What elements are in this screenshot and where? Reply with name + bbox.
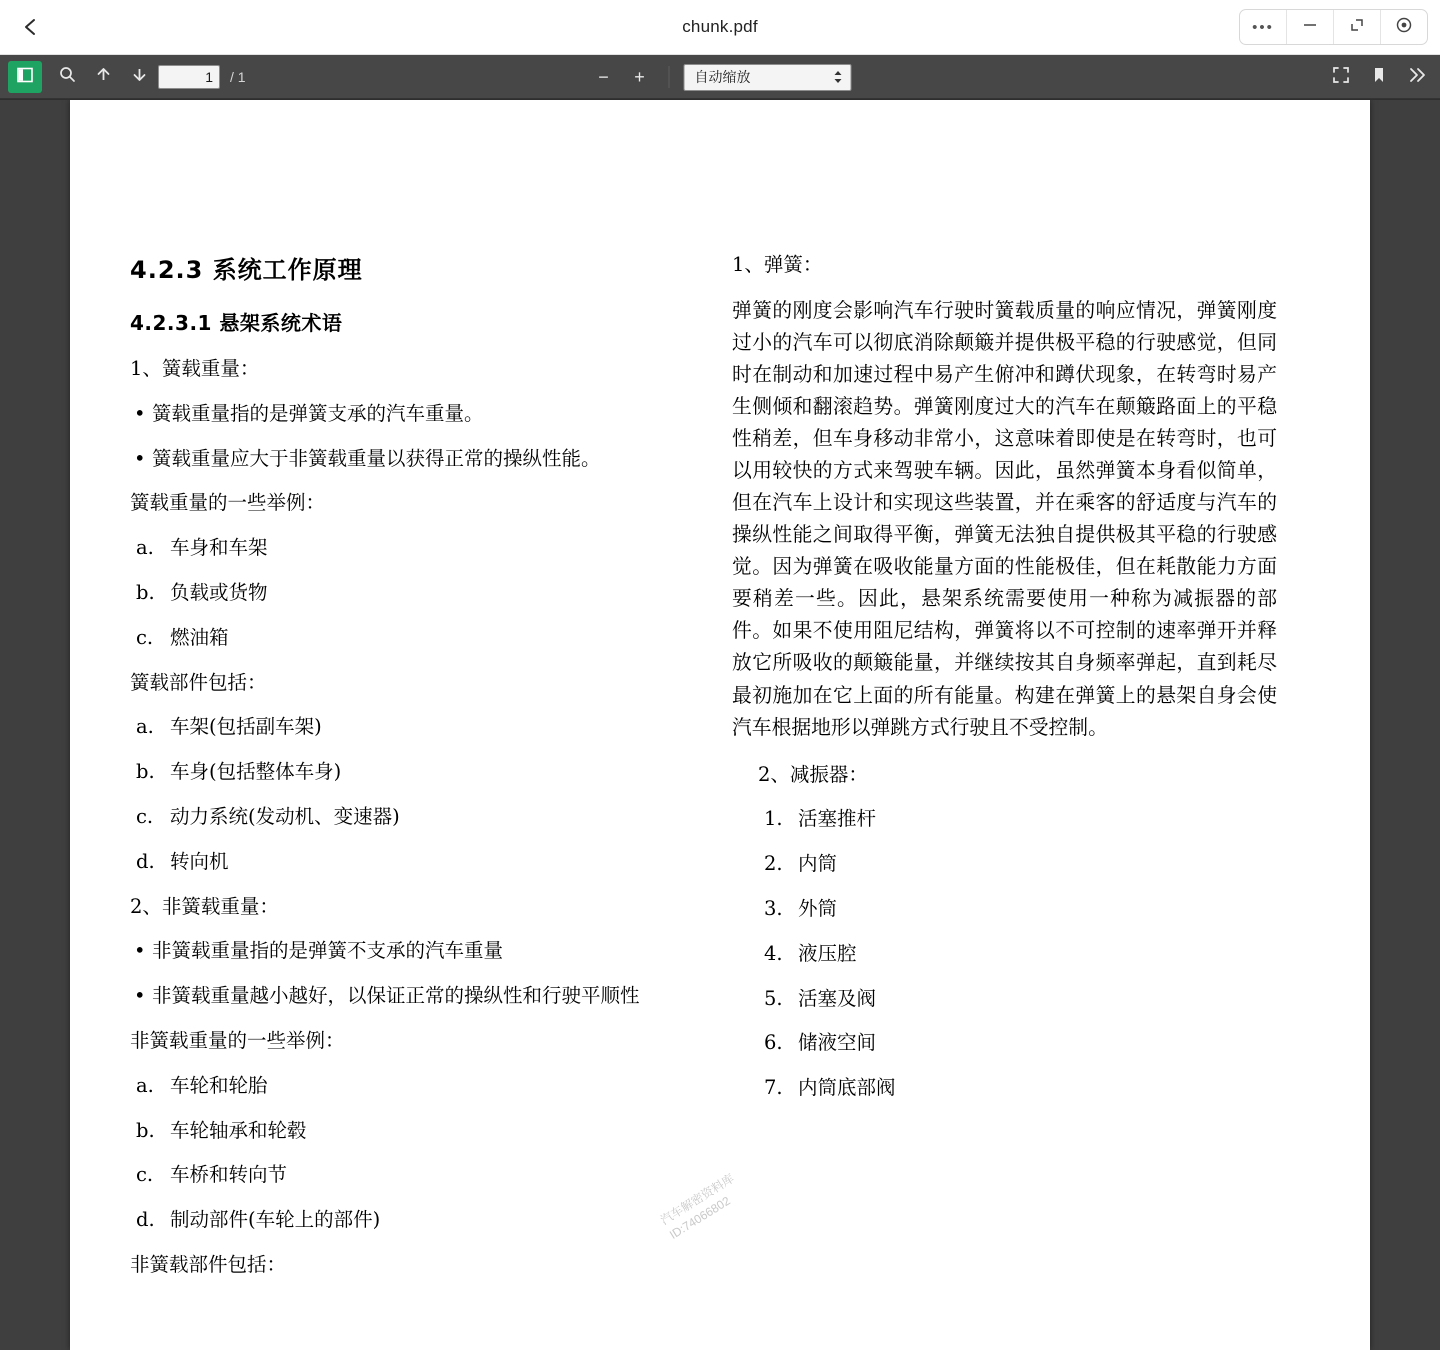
list-text: 车桥和转向节 (170, 1163, 288, 1187)
bookmark-button[interactable] (1362, 61, 1396, 93)
list-item (130, 1160, 670, 1191)
list-marker: 2. (764, 852, 783, 876)
minimize-button[interactable] (1287, 10, 1334, 44)
close-icon (1395, 16, 1413, 39)
list-marker: 5. (764, 986, 783, 1010)
chevron-updown-icon (834, 70, 843, 84)
window-title: chunk.pdf (682, 17, 758, 36)
find-button[interactable] (50, 61, 84, 93)
list-item (758, 1073, 1277, 1104)
page-column-left (130, 250, 670, 1295)
list-item (130, 847, 670, 878)
sidebar-toggle-button[interactable] (8, 61, 42, 93)
list-text: 内筒 (798, 852, 838, 876)
paragraph: 2、减振器： (758, 762, 868, 786)
list-text: 燃油箱 (170, 625, 229, 649)
more-options-button[interactable] (1240, 10, 1287, 44)
pdf-page (70, 100, 1370, 1350)
paragraph: 非簧载部件包括： (130, 1252, 287, 1276)
list-item (758, 894, 1277, 925)
list-item (130, 1116, 670, 1147)
list-item (130, 757, 670, 788)
list-item (130, 712, 670, 743)
pdf-viewer-area[interactable] (0, 100, 1440, 1350)
presentation-mode-button[interactable] (1324, 61, 1358, 93)
list-item (758, 984, 1277, 1015)
list-marker: c. (136, 1163, 154, 1187)
list-item (130, 802, 670, 833)
list-item (130, 1071, 670, 1102)
numbered-list (732, 760, 1277, 1104)
list-marker: c. (136, 625, 154, 649)
list-item (758, 1028, 1277, 1059)
list-item (758, 939, 1277, 970)
fullscreen-icon (1331, 65, 1351, 90)
page-column-right (732, 250, 1277, 1295)
paragraph: 非簧载重量的一些举例： (130, 1028, 345, 1052)
search-icon (58, 65, 77, 89)
zoom-level-value: 自动缩放 (694, 69, 751, 85)
list-marker: d. (136, 1208, 155, 1232)
list-item (130, 578, 670, 609)
toolbar-right-group (1324, 61, 1434, 93)
paragraph: 簧载重量的一些举例： (130, 491, 326, 515)
list-text: 储液空间 (798, 1031, 877, 1055)
list-text: 负载或货物 (170, 580, 268, 604)
list-text: 车轮轴承和轮毂 (170, 1118, 307, 1142)
list-marker: a. (136, 1073, 154, 1097)
double-chevron-right-icon (1407, 65, 1427, 90)
body-paragraph: 弹簧的刚度会影响汽车行驶时簧载质量的响应情况，弹簧刚度过小的汽车可以彻底消除颠簸并提供极平稳的行驶感觉，但同时在制动和加速过程中易产生俯冲和蹲伏现象，在转弯时易产生侧倾和翻滚趋势。弹簧刚度过大的汽车在颠簸路面上的平稳性稍差，但车身移动非常小，这意味着即使是在转弯时，也可以用较快的方式来驾驶车辆。因此，虽然弹簧本身看似简单，但在汽车上设计和实现这些装置，并在乘客的舒适度与汽车的操纵性能之间取得平衡，弹簧无法独自提供极其平稳的行驶感觉。因为弹簧在吸收能量方面的性能极佳，但在耗散能力方面要稍差一些。因此，悬架系统需要使用一种称为减振器的部件。如果不使用阻尼结构，弹簧将以不可控制的速率弹开并释放它所吸收的颠簸能量，并继续按其自身频率弹起，直到耗尽最初施加在它上面的所有能量。构建在弹簧上的悬架自身会使汽车根据地形以弹跳方式行驶且不受控制。 (732, 298, 1277, 739)
paragraph: 簧载部件包括： (130, 670, 267, 694)
list-marker: b. (136, 580, 155, 604)
window-titlebar (0, 0, 1440, 55)
zoom-level-select[interactable] (684, 64, 852, 91)
bullet-item: • 簧载重量指的是弹簧支承的汽车重量。 (130, 399, 670, 430)
pdf-toolbar (0, 55, 1440, 100)
watermark: 汽车解密资料库 ID:74066802 (658, 1171, 737, 1242)
list-marker: a. (136, 536, 154, 560)
page-total-label: / 1 (230, 69, 246, 85)
list-marker: d. (136, 849, 155, 873)
list-marker: c. (136, 804, 154, 828)
list-marker: b. (136, 1118, 155, 1142)
list-marker: 3. (764, 897, 783, 921)
toolbar-divider (669, 66, 670, 88)
more-options-icon: ••• (1252, 18, 1274, 36)
list-text: 车身(包括整体车身) (170, 760, 342, 784)
list-text: 动力系统(发动机、变速器) (170, 804, 400, 828)
list-marker: a. (136, 715, 154, 739)
window-controls (1239, 9, 1428, 45)
bullet-item: • 簧载重量应大于非簧载重量以获得正常的操纵性能。 (130, 444, 670, 475)
back-button[interactable] (14, 10, 48, 44)
toolbar-left-group (0, 61, 246, 93)
list-text: 内筒底部阀 (798, 1076, 896, 1100)
list-marker: 7. (764, 1076, 783, 1100)
minimize-icon (1301, 16, 1319, 39)
list-text: 车身和车架 (170, 536, 268, 560)
list-marker: 1. (764, 807, 783, 831)
list-text: 活塞及阀 (798, 986, 877, 1010)
list-text: 车轮和轮胎 (170, 1073, 268, 1097)
arrow-down-icon (130, 65, 149, 89)
list-item (130, 1205, 670, 1236)
toolbar-zoom-group (589, 63, 852, 91)
bookmark-icon (1369, 65, 1389, 90)
list-text: 制动部件(车轮上的部件) (170, 1208, 381, 1232)
list-item (130, 533, 670, 564)
list-marker: 6. (764, 1031, 783, 1055)
sidebar-toggle-icon (15, 65, 35, 90)
maximize-icon (1348, 16, 1366, 39)
zoom-in-button[interactable]: + (634, 66, 645, 87)
arrow-up-icon (94, 65, 113, 89)
maximize-button[interactable] (1334, 10, 1381, 44)
list-text: 活塞推杆 (798, 807, 877, 831)
list-marker: 4. (764, 941, 783, 965)
list-text: 外筒 (798, 897, 838, 921)
close-button[interactable] (1381, 10, 1427, 44)
subsection-heading: 4.2.3.1 悬架系统术语 (130, 311, 343, 335)
page-number-input[interactable] (158, 65, 220, 89)
previous-page-button[interactable] (86, 61, 120, 93)
back-chevron-icon (20, 16, 42, 38)
list-item (130, 623, 670, 654)
list-item (758, 849, 1277, 880)
more-tools-button[interactable] (1400, 61, 1434, 93)
list-text: 转向机 (170, 849, 229, 873)
paragraph: 1、簧载重量： (130, 357, 260, 380)
list-text: 液压腔 (798, 941, 857, 965)
bullet-item: • 非簧载重量越小越好，以保证正常的操纵性和行驶平顺性 (130, 981, 670, 1012)
list-item (758, 804, 1277, 835)
section-heading: 4.2.3 系统工作原理 (130, 256, 363, 284)
list-marker: b. (136, 760, 155, 784)
zoom-out-button[interactable]: − (598, 66, 609, 87)
list-text: 车架(包括副车架) (170, 715, 322, 739)
paragraph: 1、弹簧： (732, 253, 823, 276)
next-page-button[interactable] (122, 61, 156, 93)
bullet-item: • 非簧载重量指的是弹簧不支承的汽车重量 (130, 936, 670, 967)
paragraph: 2、非簧载重量： (130, 894, 279, 918)
